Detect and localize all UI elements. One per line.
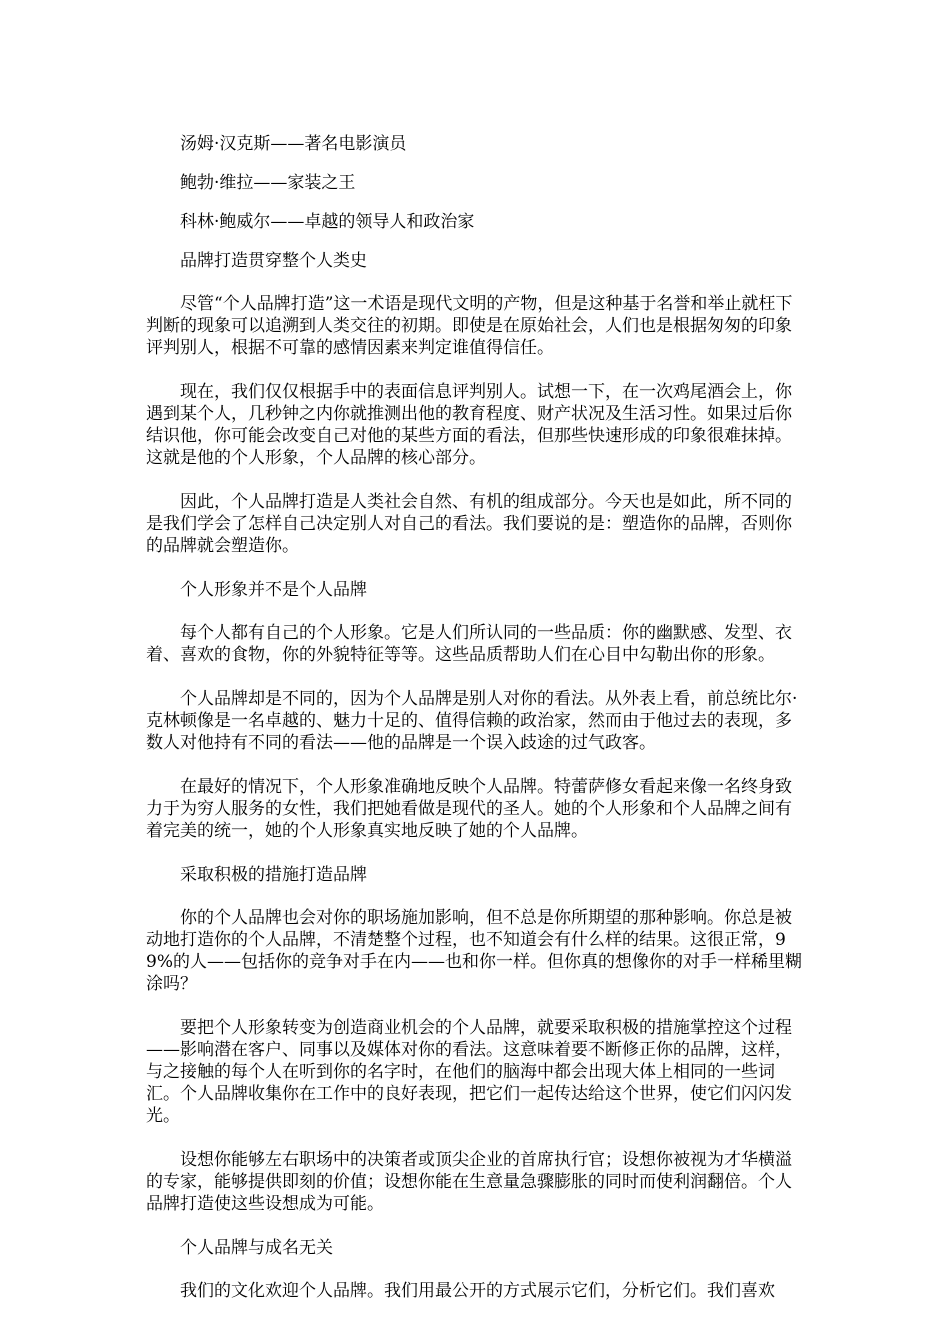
section-heading-active-measures: 采取积极的措施打造品牌 xyxy=(180,865,367,885)
section-heading-history: 品牌打造贯穿整个人类史 xyxy=(180,251,367,271)
paragraph-9: 设想你能够左右职场中的决策者或顶尖企业的首席执行官；设想你被视为才华横溢的专家，能够提供即刻的价值；设想你能在生意量急骤膨胀的同时而使利润翻倍。个人品牌打造使这些设想成为可能。 xyxy=(146,1150,792,1214)
name-line-colin-powell: 科林·鲍威尔——卓越的领导人和政治家 xyxy=(180,212,475,232)
section-heading-image-vs-brand: 个人形象并不是个人品牌 xyxy=(180,580,367,600)
paragraph-1: 尽管“个人品牌打造”这一术语是现代文明的产物，但是这种基于名誉和举止就枉下判断的现象可以追溯到人类交往的初期。即使是在原始社会，人们也是根据匆匆的印象评判别人，根据不可靠的感情因素来判定谁值得信任。 xyxy=(146,294,793,358)
name-line-tom-hanks: 汤姆·汉克斯——著名电影演员 xyxy=(180,134,407,154)
paragraph-7: 你的个人品牌也会对你的职场施加影响，但不总是你所期望的那种影响。你总是被动地打造你的个人品牌，不清楚整个过程，也不知道会有什么样的结果。这很正常，99%的人——包括你的竞争对手在内——也和你一样。但你真的想像你的对手一样稀里糊涂吗？ xyxy=(146,908,802,994)
paragraph-4: 每个人都有自己的个人形象。它是人们所认同的一些品质：你的幽默感、发型、衣着、喜欢的食物，你的外貌特征等等。这些品质帮助人们在心目中勾勒出你的形象。 xyxy=(146,623,792,665)
paragraph-8: 要把个人形象转变为创造商业机会的个人品牌，就要采取积极的措施掌控这个过程——影响潜在客户、同事以及媒体对你的看法。这意味着要不断修正你的品牌，这样，与之接触的每个人在听到你的名字时，在他们的脑海中都会出现大体上相同的一些词汇。个人品牌收集你在工作中的良好表现，把它们一起传达给这个世界，使它们闪闪发光。 xyxy=(146,1018,792,1126)
section-heading-not-about-fame: 个人品牌与成名无关 xyxy=(180,1238,333,1258)
paragraph-3: 因此，个人品牌打造是人类社会自然、有机的组成部分。今天也是如此，所不同的是我们学会了怎样自己决定别人对自己的看法。我们要说的是：塑造你的品牌，否则你的品牌就会塑造你。 xyxy=(146,492,792,556)
name-line-bob-vila: 鲍勃·维拉——家装之王 xyxy=(180,173,356,193)
paragraph-2: 现在，我们仅仅根据手中的表面信息评判别人。试想一下，在一次鸡尾酒会上，你遇到某个人，几秒钟之内你就推测出他的教育程度、财产状况及生活习性。如果过后你结识他，你可能会改变自己对他的某些方面的看法，但那些快速形成的印象很难抹掉。这就是他的个人形象，个人品牌的核心部分。 xyxy=(146,382,792,468)
paragraph-6: 在最好的情况下，个人形象准确地反映个人品牌。特蕾萨修女看起来像一名终身致力于为穷人服务的女性，我们把她看做是现代的圣人。她的个人形象和个人品牌之间有着完美的统一，她的个人形象真实地反映了她的个人品牌。 xyxy=(146,777,792,841)
paragraph-5: 个人品牌却是不同的，因为个人品牌是别人对你的看法。从外表上看，前总统比尔·克林顿像是一名卓越的、魅力十足的、值得信赖的政治家，然而由于他过去的表现，多数人对他持有不同的看法——他的品牌是一个误入歧途的过气政客。 xyxy=(146,689,798,753)
paragraph-10: 我们的文化欢迎个人品牌。我们用最公开的方式展示它们，分析它们。我们喜欢 xyxy=(180,1281,775,1301)
document-body xyxy=(146,133,806,1302)
